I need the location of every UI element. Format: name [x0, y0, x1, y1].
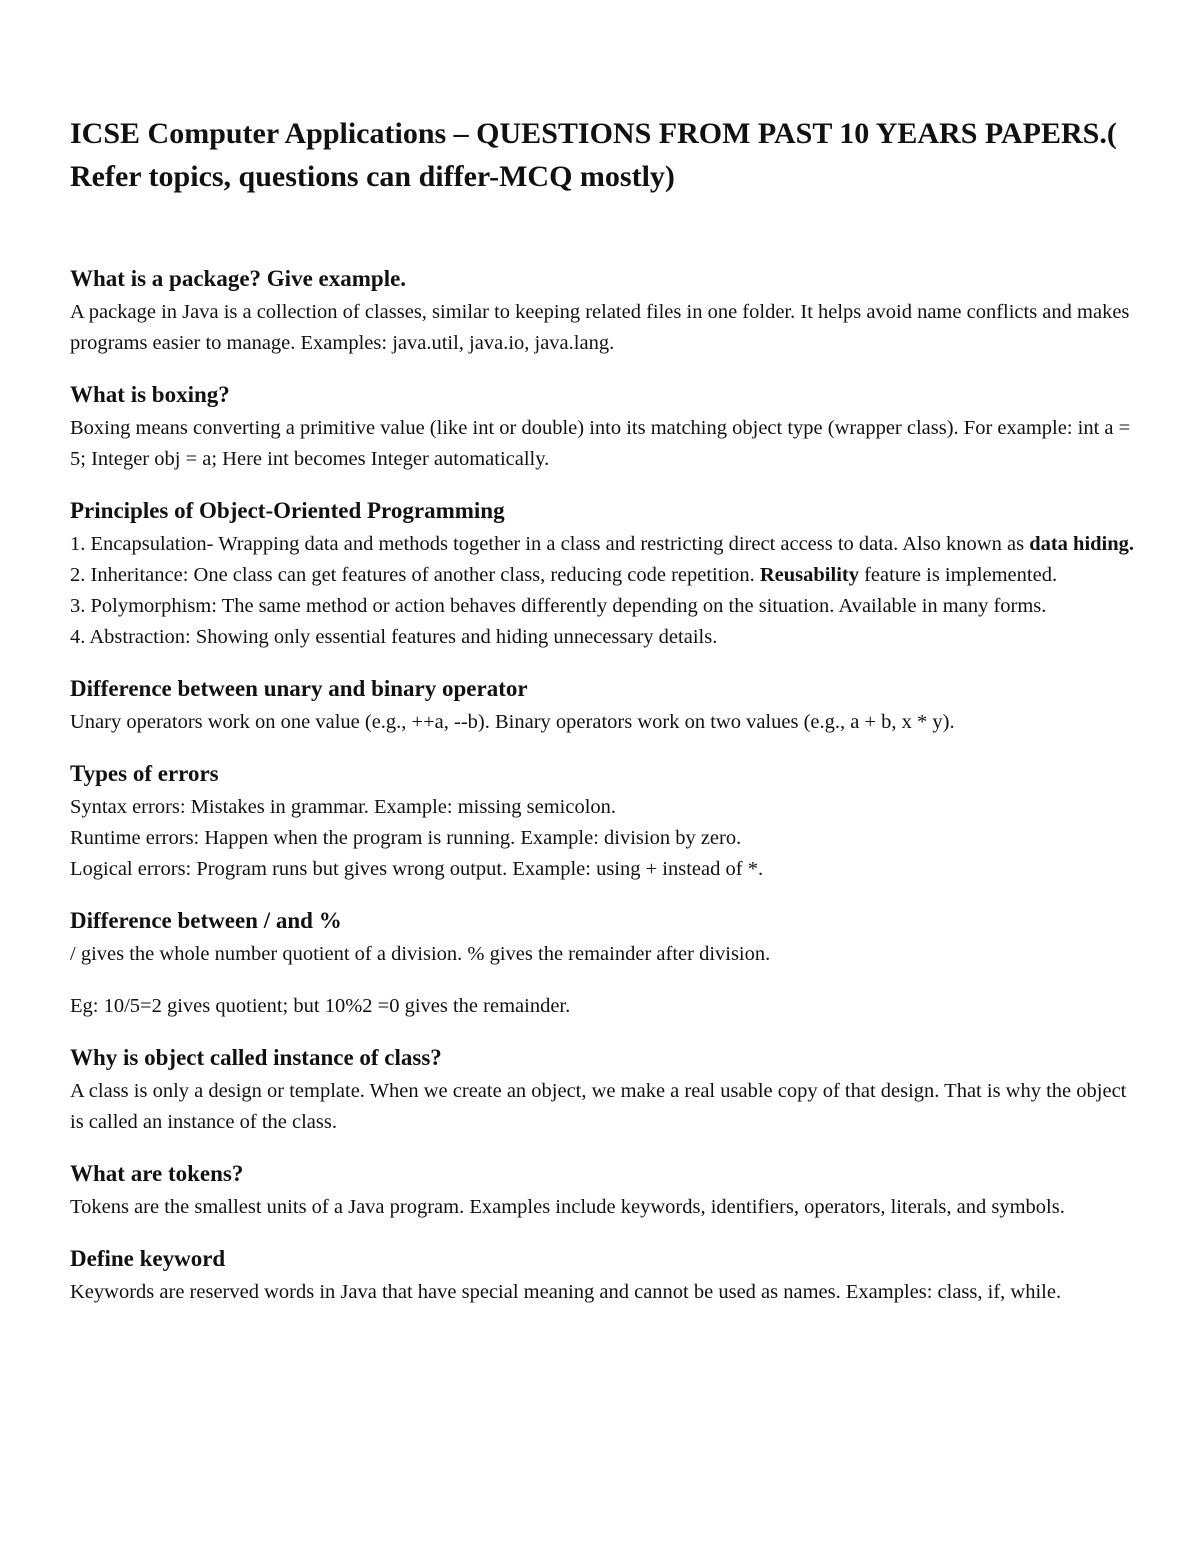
document-page: [70, 112, 1140, 1329]
answer-text: Unary operators work on one value (e.g., ++a, --b). Binary operators work on two values (e.g., a + b, x * y).: [70, 711, 955, 733]
logical-errors-line: Logical errors: Program runs but gives wrong output. Example: using + instead of *.: [70, 858, 764, 880]
inheritance-tail: feature is implemented.: [858, 564, 1058, 586]
section-instance: [70, 1043, 1140, 1138]
question-heading: Difference between / and %: [70, 908, 342, 933]
answer-text: A package in Java is a collection of classes, similar to keeping related files in one folder. It helps avoid name conflicts and makes programs easier to manage. Examples: java.util, java.io, java.lang.: [70, 301, 1130, 354]
inheritance-bold-term: Reusability: [759, 564, 859, 586]
encapsulation-text: 1. Encapsulation- Wrapping data and methods together in a class and restricting direct access to data. Also known as: [70, 533, 1030, 555]
question-heading: What is boxing?: [70, 382, 230, 407]
polymorphism-item: 3. Polymorphism: The same method or action behaves differently depending on the situation. Available in many forms.: [70, 595, 1047, 617]
example-text: Eg: 10/5=2 gives quotient; but 10%2 =0 gives the remainder.: [70, 995, 571, 1017]
section-unary-binary: [70, 674, 1140, 738]
answer-text: A class is only a design or template. When we create an object, we make a real usable copy of that design. That is why the object is called an instance of the class.: [70, 1080, 1127, 1133]
syntax-errors-line: Syntax errors: Mistakes in grammar. Example: missing semicolon.: [70, 796, 617, 818]
runtime-errors-line: Runtime errors: Happen when the program is running. Example: division by zero.: [70, 827, 742, 849]
document-title: ICSE Computer Applications – QUESTIONS FROM PAST 10 YEARS PAPERS.( Refer topics, questions can differ-MCQ mostly): [70, 117, 1117, 193]
inheritance-text: 2. Inheritance: One class can get features of another class, reducing code repetition.: [70, 564, 760, 586]
answer-text: Tokens are the smallest units of a Java program. Examples include keywords, identifiers, operators, literals, and symbols.: [70, 1196, 1065, 1218]
question-heading: Why is object called instance of class?: [70, 1045, 442, 1070]
section-errors: [70, 759, 1140, 885]
encapsulation-item: [70, 529, 1140, 560]
section-tokens: [70, 1159, 1140, 1223]
inheritance-item: [70, 560, 1140, 591]
question-heading: Difference between unary and binary operator: [70, 676, 528, 701]
section-oop-principles: [70, 496, 1140, 653]
question-heading: Types of errors: [70, 761, 219, 786]
question-heading: Define keyword: [70, 1246, 226, 1271]
answer-text: / gives the whole number quotient of a division. % gives the remainder after division.: [70, 943, 771, 965]
answer-text: Boxing means converting a primitive value (like int or double) into its matching object type (wrapper class). For example: int a = 5; Integer obj = a; Here int becomes Integer automatically.: [70, 417, 1131, 470]
question-heading: Principles of Object-Oriented Programming: [70, 498, 505, 523]
answer-text: Keywords are reserved words in Java that have special meaning and cannot be used as names. Examples: class, if, while.: [70, 1281, 1062, 1303]
question-heading: What are tokens?: [70, 1161, 244, 1186]
section-keyword: [70, 1244, 1140, 1308]
question-heading: What is a package? Give example.: [70, 266, 407, 291]
encapsulation-bold-term: data hiding.: [1029, 533, 1135, 555]
abstraction-item: 4. Abstraction: Showing only essential features and hiding unnecessary details.: [70, 626, 718, 648]
section-div-mod: [70, 906, 1140, 1022]
section-package: [70, 264, 1140, 359]
section-boxing: [70, 380, 1140, 475]
